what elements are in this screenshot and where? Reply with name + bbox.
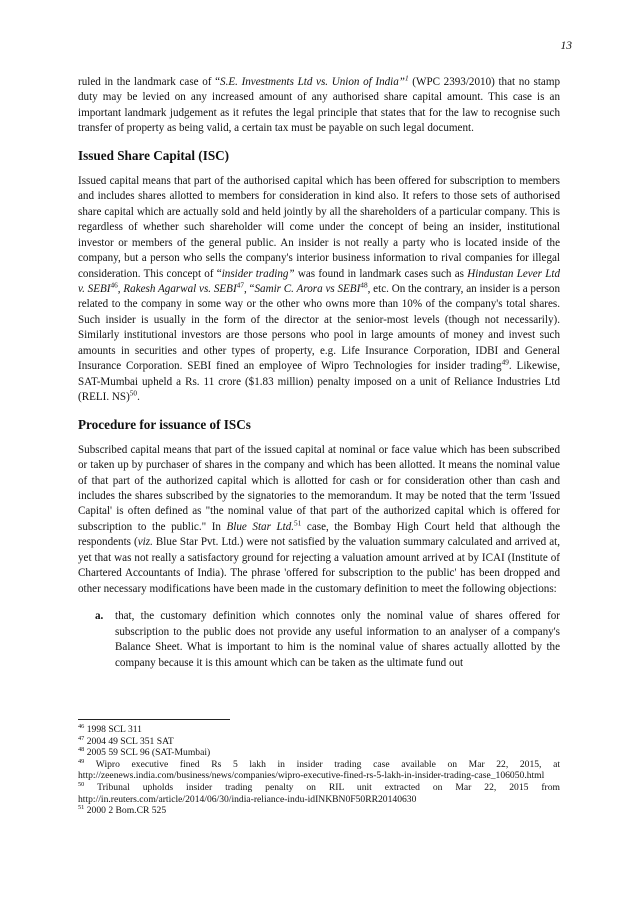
footnote-ref[interactable]: 1 xyxy=(404,73,409,83)
case-name: Hindustan Lever Ltd v. SEBI xyxy=(78,267,560,295)
page-body xyxy=(78,75,560,671)
footnote-ref[interactable]: 51 xyxy=(294,518,302,528)
footnote-number: 47 xyxy=(78,734,85,742)
footnote-text: 1998 SCL 311 xyxy=(84,724,142,735)
text-run: . Likewise, SAT-Mumbai upheld a Rs. 11 crore ($1.83 million) penalty imposed on a unit of Reliance Industries Ltd (RELI. NS) xyxy=(78,360,560,404)
heading-issued-share-capital: Issued Share Capital (ISC) xyxy=(78,147,230,163)
footnote-text[interactable]: Wipro executive fined Rs 5 lakh in insider trading case available on Mar 22, 2015, at http://zeenews.india.com/business/news/companies/wipro-executive-fined-rs-5-lakh-in-insider-trading-case_106050.html xyxy=(78,758,560,782)
footnote-49 xyxy=(78,759,560,782)
footnote-number: 50 xyxy=(78,780,85,788)
case-name: Samir C. Arora vs SEBI xyxy=(254,282,361,295)
case-name: S.E. Investments Ltd vs. Union of India” xyxy=(220,76,405,88)
footnote-ref[interactable]: 47 xyxy=(236,280,244,290)
text-run: , “ xyxy=(243,282,255,295)
footnote-text: 2004 49 SCL 351 SAT xyxy=(84,735,174,747)
text-run: ruled in the landmark case of “ xyxy=(78,76,221,88)
case-name: Rakesh Agarwal vs. SEBI xyxy=(123,282,237,295)
footnote-50 xyxy=(78,782,560,805)
text-run: . xyxy=(137,391,140,404)
text-run: , xyxy=(117,282,124,295)
page-number: 13 xyxy=(560,40,572,52)
text-run: , etc. On the contrary, an insider is a person related to the company in some way or the other who owns more than 10% of the company's total shares. Such insider is usually in the form of the director at the senior-most levels (though not necessarily). Similarly institutional investors are those persons who pool in large amounts of money and invest such amounts in securities and other types of property, e.g. Life Insurance Corporation, IDBI and General Insurance Corporation. SEBI fined an employee of Wipro Technologies for insider trading xyxy=(78,282,560,373)
paragraph-subscribed-capital xyxy=(78,443,560,598)
paragraph-issued-capital xyxy=(78,174,560,406)
paragraph-intro xyxy=(78,75,560,137)
term-italic: viz. xyxy=(137,536,153,549)
footnote-48 xyxy=(78,747,560,759)
footnote-51 xyxy=(78,805,560,817)
footnote-46 xyxy=(78,724,560,736)
heading-procedure: Procedure for issuance of ISCs xyxy=(78,416,251,432)
footnote-ref[interactable]: 46 xyxy=(110,280,118,290)
footnote-text[interactable]: Tribunal upholds insider trading penalty on RIL unit extracted on Mar 22, 2015 from http://in.reuters.com/article/2014/06/30/india-reliance-indu-idINKBN0F50RR20140630 xyxy=(78,781,560,805)
footnote-separator xyxy=(78,719,230,720)
footnote-number: 46 xyxy=(78,722,85,730)
text-run: was found in landmark cases such as xyxy=(294,267,468,280)
footnote-ref[interactable]: 49 xyxy=(501,357,509,367)
footnotes xyxy=(78,724,560,817)
footnote-number: 49 xyxy=(78,757,85,765)
footnote-ref[interactable]: 48 xyxy=(360,280,368,290)
text-run: (WPC 2393/2010) that no stamp duty may be levied on any increased amount of any authorised share capital amount. This case is an important landmark judgement as it refutes the legal principle that states that for the law to recognise such transfer of property as being valid, a certain tax must be payable on such legal document. xyxy=(78,76,560,135)
footnote-number: 48 xyxy=(78,746,85,753)
list-item-text: that, the customary definition which connotes only the nominal value of shares offered for subscription to the public does not provide any useful information to an analyser of a company's Balance Sheet. What is important to him is the nominal value of shares actually allotted by the company because it is this amount which can be taken as the ultimate fund out xyxy=(115,610,560,669)
list-item-a xyxy=(78,609,560,671)
text-run: case, the Bombay High Court held that although the respondents ( xyxy=(78,520,560,549)
footnote-text: 2005 59 SCL 96 (SAT-Mumbai) xyxy=(84,747,211,759)
text-run: Subscribed capital means that part of the issued capital at nominal or face value which has been subscribed or taken up by purchaser of shares in the company and which has been allotted. It means the nominal value of that part of the authorized capital which is allotted for cash or for consideration other than cash and includes the shares subscribed by the signatories to the memorandum. It may be noted that the term 'Issued Capital' is often defined as "the nominal value of that part of the authorized capital which is offered for subscription to the public." In xyxy=(78,443,560,533)
case-name: Blue Star Ltd. xyxy=(226,520,295,533)
text-run: Issued capital means that part of the authorised capital which has been offered for subscription to members and includes shares allotted to members for consideration in kind also. It refers to those sets of authorised share capital which are actually sold and held jointly by all the shareholders of a particular company. This is regardless of whether such shareholder will come under the concept of being an insider, institutional investor or members of the general public. An insider is not really a party who is located inside of the company, but a person who sells the company's interior business information to rival companies for illegal consideration. This concept of “ xyxy=(78,174,560,280)
footnote-ref[interactable]: 50 xyxy=(129,388,138,398)
text-run: Blue Star Pvt. Ltd.) were not satisfied by the valuation summary calculated and arrived at, yet that was not really a satisfactory ground for rejecting a valuation amount arrived at by ICAI (Institute of Chartered Accountants of India). The phrase 'offered for subscription to the public' has been dropped and other necessary modifications have been made in the customary definition to meet the following objections: xyxy=(78,536,560,595)
footnote-47 xyxy=(78,736,560,748)
list-label: a. xyxy=(95,610,104,623)
footnote-number: 51 xyxy=(78,803,85,811)
footnote-text: 2000 2 Bom.CR 525 xyxy=(84,805,167,817)
term-italic: insider trading” xyxy=(221,267,295,280)
